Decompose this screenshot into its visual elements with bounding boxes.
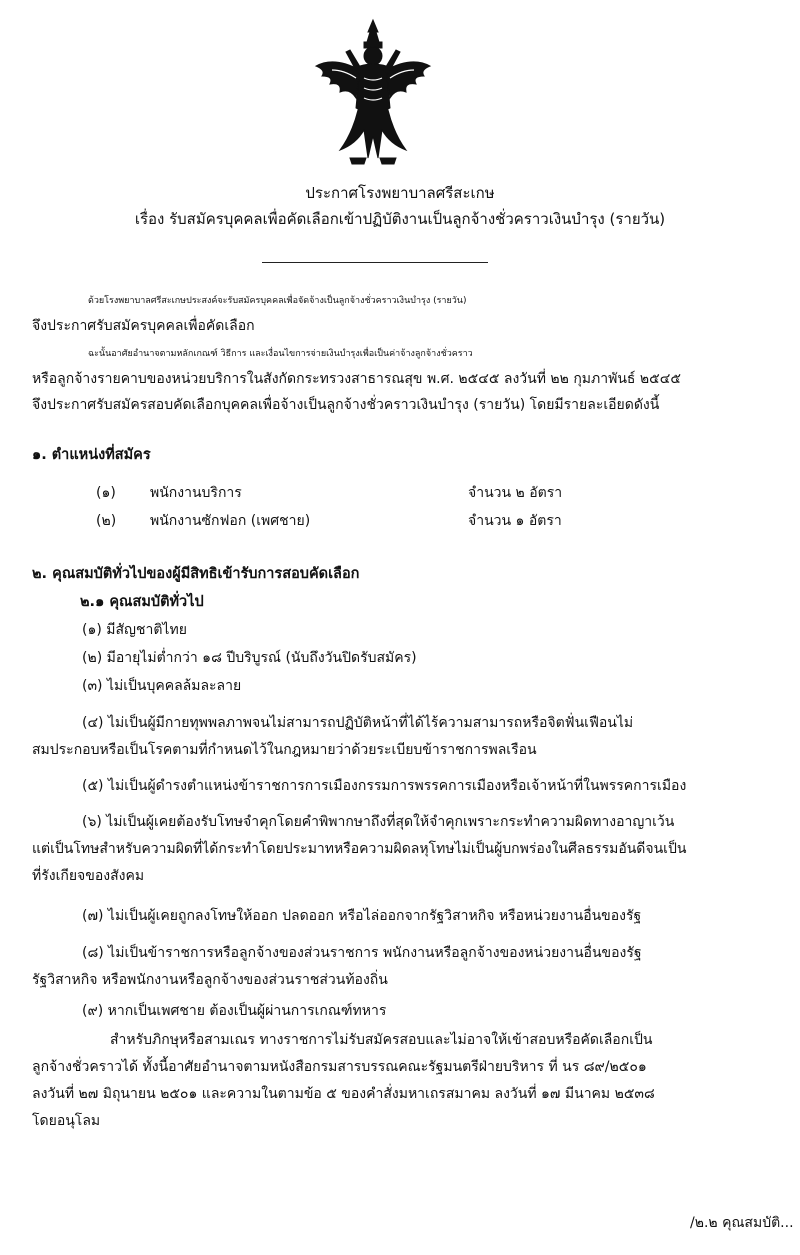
intro-p1-line1: ด้วยโรงพยาบาลศรีสะเกษประสงค์จะรับสมัครบุคคลเพื่อจัดจ้างเป็นลูกจ้างชั่วคราวเงินบำรุง (รายวัน) xyxy=(88,296,467,306)
qualification-item: (๙) หากเป็นเพศชาย ต้องเป็นผู้ผ่านการเกณฑ์ทหาร xyxy=(82,1003,387,1019)
section2-title: ๒. คุณสมบัติทั่วไปของผู้มีสิทธิเข้ารับการสอบคัดเลือก xyxy=(32,566,360,582)
position-count: จำนวน ๑ อัตรา xyxy=(468,513,562,529)
intro-p2-line1: ฉะนั้นอาศัยอำนาจตามหลักเกณฑ์ วิธีการ และเงื่อนไขการจ่ายเงินบำรุงเพื่อเป็นค่าจ้างลูกจ้างชั่วคราว xyxy=(88,349,473,359)
intro-p1-line2: จึงประกาศรับสมัครบุคคลเพื่อคัดเลือก xyxy=(32,318,255,334)
continued-page-reference: /๒.๒ คุณสมบัติ... xyxy=(690,1215,794,1231)
monk-note-line3: ลงวันที่ ๒๗ มิถุนายน ๒๕๐๑ และความในตามข้อ ๕ ของคำสั่งมหาเถรสมาคม ลงวันที่ ๑๗ มีนาคม ๒๕๓๘ xyxy=(32,1086,655,1102)
monk-note-line2: ลูกจ้างชั่วคราวได้ ทั้งนี้อาศัยอำนาจตามหนังสือกรมสารบรรณคณะรัฐมนตรีฝ่ายบริหาร ที่ นร ๘๙/๒๕๐๑ xyxy=(32,1059,647,1075)
qualification-item: (๗) ไม่เป็นผู้เคยถูกลงโทษให้ออก ปลดออก หรือไล่ออกจากรัฐวิสาหกิจ หรือหน่วยงานอื่นของรัฐ xyxy=(82,908,642,924)
header-divider xyxy=(262,262,488,263)
qualification-item-cont: สมประกอบหรือเป็นโรคตามที่กำหนดไว้ในกฎหมายว่าด้วยระเบียบข้าราชการพลเรือน xyxy=(32,742,537,758)
qualification-item-cont: รัฐวิสาหกิจ หรือพนักงานหรือลูกจ้างของส่วนราชส่วนท้องถิ่น xyxy=(32,972,388,988)
position-name: พนักงานซักฟอก (เพศชาย) xyxy=(150,513,311,529)
announcement-subject: เรื่อง รับสมัครบุคคลเพื่อคัดเลือกเข้าปฏิบัติงานเป็นลูกจ้างชั่วคราวเงินบำรุง (รายวัน) xyxy=(134,210,666,228)
qualification-item: (๕) ไม่เป็นผู้ดำรงตำแหน่งข้าราชการการเมืองกรรมการพรรคการเมืองหรือเจ้าหน้าที่ในพรรคการเมือง xyxy=(82,778,687,794)
section1-title: ๑. ตำแหน่งที่สมัคร xyxy=(32,447,151,463)
qualification-item: (๖) ไม่เป็นผู้เคยต้องรับโทษจำคุกโดยคำพิพากษาถึงที่สุดให้จำคุกเพราะกระทำความผิดทางอาญาเว้น xyxy=(82,814,675,830)
qualification-item: (๒) มีอายุไม่ต่ำกว่า ๑๘ ปีบริบูรณ์ (นับถึงวันปิดรับสมัคร) xyxy=(82,650,417,666)
qualification-item: (๔) ไม่เป็นผู้มีกายทุพพลภาพจนไม่สามารถปฏิบัติหน้าที่ได้ไร้ความสามารถหรือจิตฟั่นเฟือนไม่ xyxy=(82,715,634,731)
section2-subtitle: ๒.๑ คุณสมบัติทั่วไป xyxy=(80,594,204,610)
qualification-item-cont: ที่รังเกียจของสังคม xyxy=(32,868,145,884)
garuda-emblem-icon xyxy=(312,18,434,168)
position-no: (๑) xyxy=(96,485,116,501)
qualification-item: (๑) มีสัญชาติไทย xyxy=(82,622,187,638)
announcement-title: ประกาศโรงพยาบาลศรีสะเกษ xyxy=(305,184,495,202)
qualification-item: (๘) ไม่เป็นข้าราชการหรือลูกจ้างของส่วนราชการ พนักงานหรือลูกจ้างของหน่วยงานอื่นของรัฐ xyxy=(82,945,642,961)
qualification-item: (๓) ไม่เป็นบุคคลล้มละลาย xyxy=(82,678,242,694)
announcement-header xyxy=(0,180,800,232)
intro-p2-line2: หรือลูกจ้างรายคาบของหน่วยบริการในสังกัดกระทรวงสาธารณสุข พ.ศ. ๒๕๔๕ ลงวันที่ ๒๒ กุมภาพันธ์ ๒๕๔๕ xyxy=(32,371,681,387)
monk-note-line4: โดยอนุโลม xyxy=(32,1113,101,1129)
intro-p2-line3: จึงประกาศรับสมัครสอบคัดเลือกบุคคลเพื่อจ้างเป็นลูกจ้างชั่วคราวเงินบำรุง (รายวัน) โดยมีรายละเอียดดังนี้ xyxy=(32,397,660,413)
position-name: พนักงานบริการ xyxy=(150,485,242,501)
qualification-item-cont: แต่เป็นโทษสำหรับความผิดที่ได้กระทำโดยประมาทหรือความผิดลหุโทษไม่เป็นผู้บกพร่องในศีลธรรมอันดีจนเป็น xyxy=(32,841,687,857)
position-no: (๒) xyxy=(96,513,117,529)
monk-note-line1: สำหรับภิกษุหรือสามเณร ทางราชการไม่รับสมัครสอบและไม่อาจให้เข้าสอบหรือคัดเลือกเป็น xyxy=(110,1032,653,1048)
position-count: จำนวน ๒ อัตรา xyxy=(468,485,563,501)
